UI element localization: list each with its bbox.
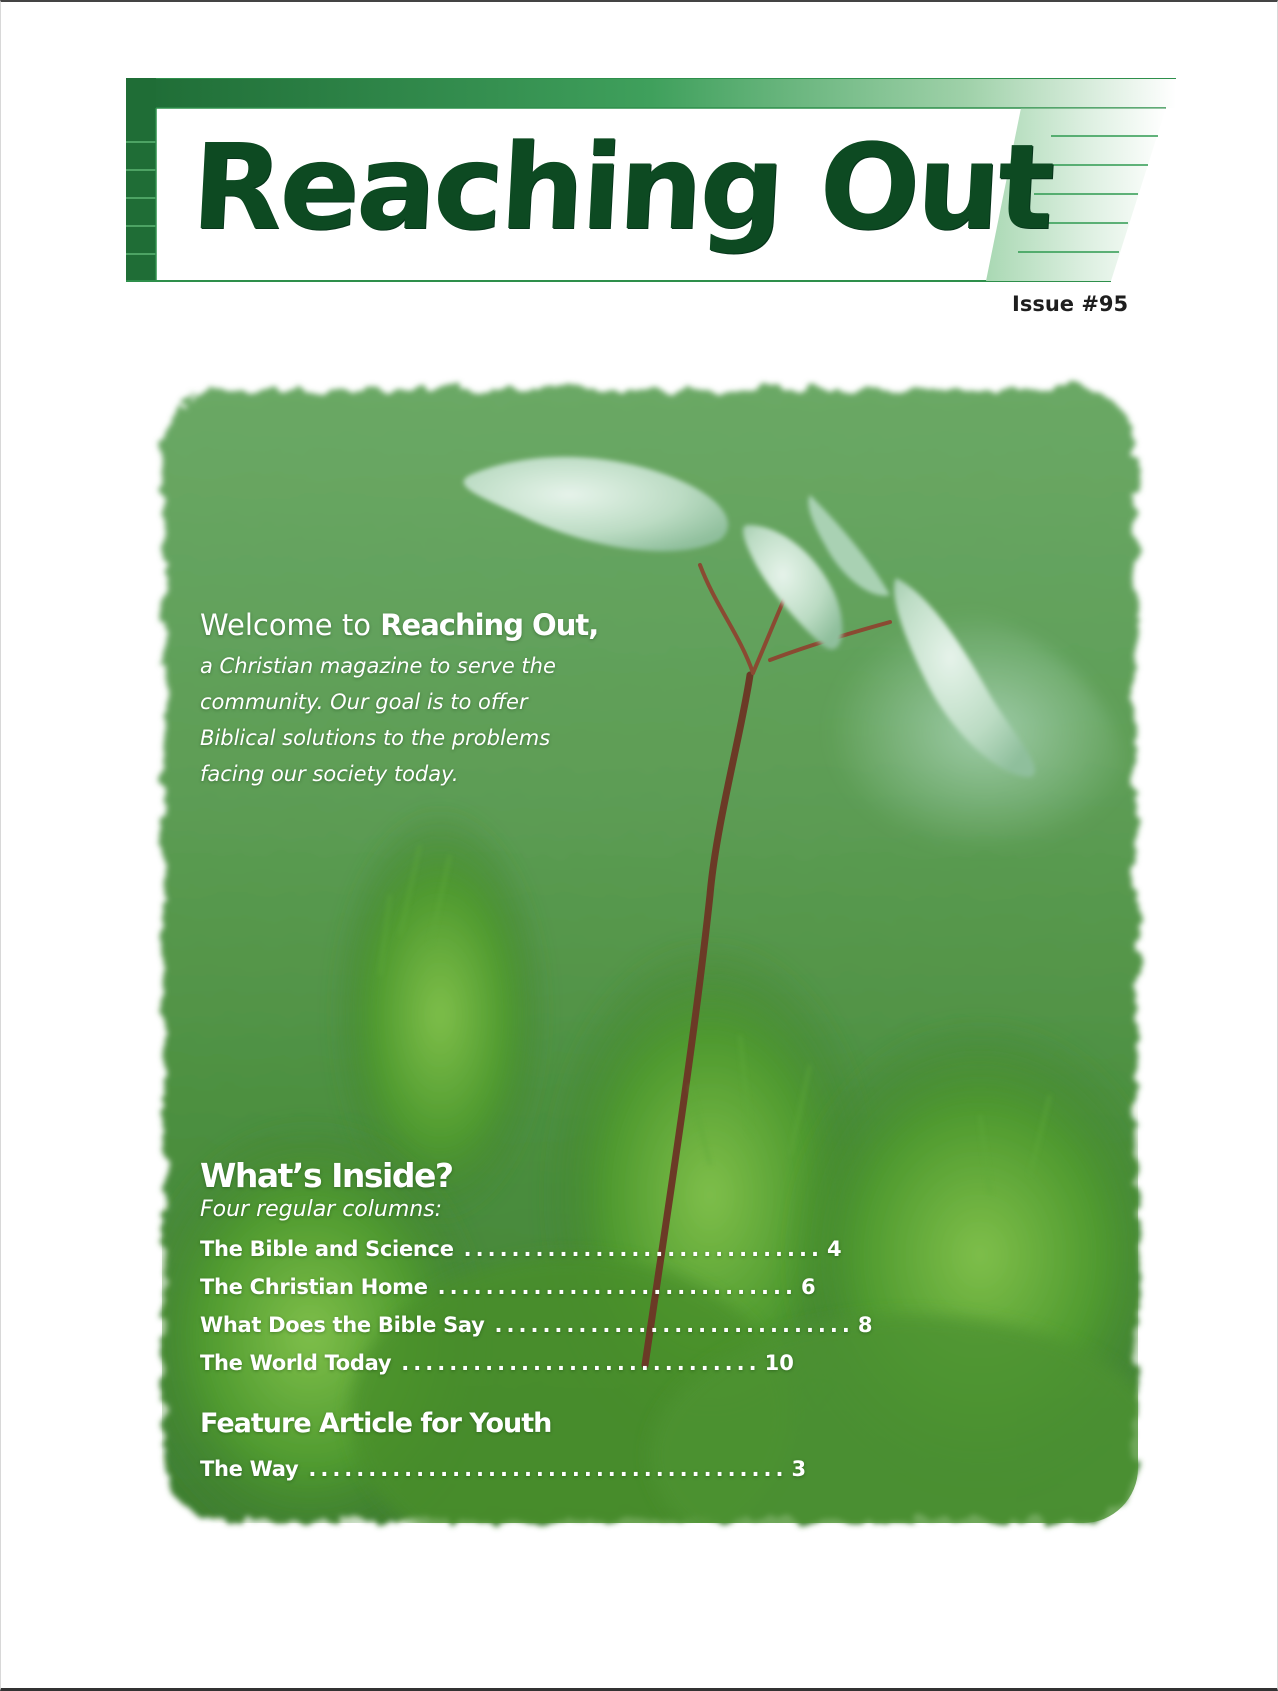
- toc-entry-bible-science[interactable]: [200, 1230, 842, 1268]
- toc-leader-dots: ..............................: [463, 1237, 823, 1261]
- welcome-lead-plain: Welcome to: [200, 608, 381, 642]
- welcome-lead-brand: Reaching Out,: [380, 608, 599, 642]
- toc-entry-page: 4: [826, 1237, 842, 1261]
- toc-entry-label: The World Today: [200, 1351, 392, 1375]
- toc-entry-world-today[interactable]: [200, 1344, 794, 1382]
- toc-leader-dots: ..............................: [437, 1275, 797, 1299]
- welcome-block: [200, 606, 600, 792]
- toc-entry-bible-say[interactable]: [200, 1306, 873, 1344]
- toc-entry-page: 8: [857, 1313, 873, 1337]
- table-of-contents: [200, 1156, 873, 1488]
- masthead: [126, 78, 1176, 282]
- toc-subheading: Four regular columns:: [200, 1197, 443, 1222]
- welcome-line: a Christian magazine to serve the: [200, 654, 556, 678]
- toc-entry-label: The Bible and Science: [200, 1237, 454, 1261]
- feature-heading: Feature Article for Youth: [200, 1408, 552, 1439]
- welcome-description: [200, 648, 600, 792]
- toc-leader-dots: ........................................: [308, 1457, 788, 1481]
- toc-leader-dots: ..............................: [401, 1351, 761, 1375]
- toc-entry-page: 10: [764, 1351, 794, 1375]
- welcome-lead: [200, 606, 600, 645]
- toc-entry-page: 6: [800, 1275, 816, 1299]
- welcome-line: facing our society today.: [200, 762, 459, 786]
- toc-entry-page: 3: [791, 1457, 807, 1481]
- masthead-title: Reaching Out: [188, 118, 1055, 256]
- toc-heading: What’s Inside?: [200, 1156, 453, 1195]
- toc-leader-dots: ..............................: [494, 1313, 854, 1337]
- toc-entry-label: The Way: [200, 1457, 299, 1481]
- issue-number: Issue #95: [1012, 292, 1129, 316]
- toc-entry-christian-home[interactable]: [200, 1268, 816, 1306]
- toc-entry-label: What Does the Bible Say: [200, 1313, 485, 1337]
- toc-entry-the-way[interactable]: [200, 1450, 807, 1488]
- toc-entry-label: The Christian Home: [200, 1275, 428, 1299]
- welcome-line: Biblical solutions to the problems: [200, 726, 551, 750]
- welcome-line: community. Our goal is to offer: [200, 690, 528, 714]
